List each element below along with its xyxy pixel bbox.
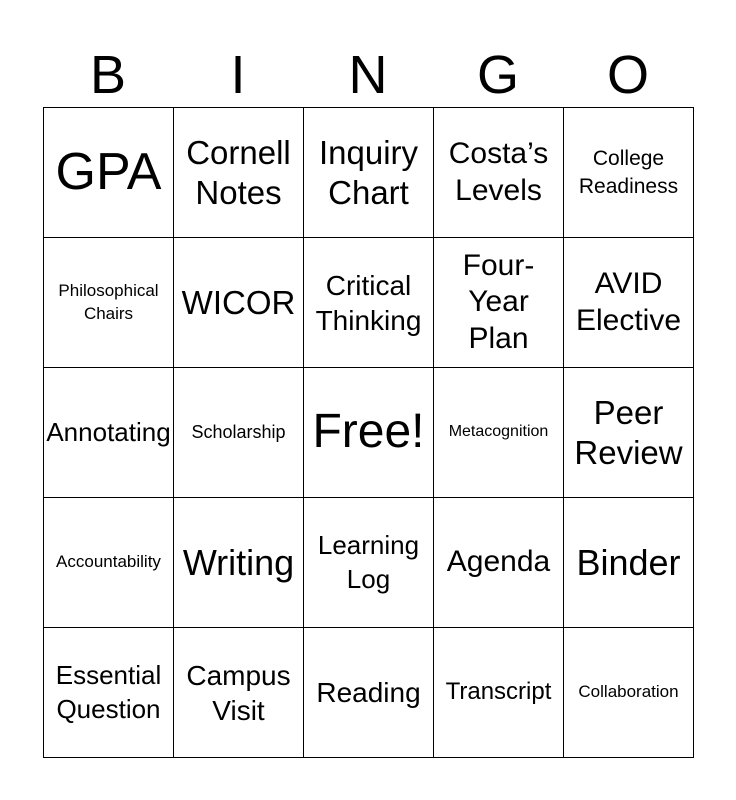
cell-label: College Readiness <box>578 147 679 198</box>
header-letter-o: O <box>606 45 649 105</box>
cell-label: Binder <box>576 541 681 583</box>
bingo-board <box>43 107 694 758</box>
bingo-cell[interactable] <box>434 238 564 368</box>
bingo-cell[interactable] <box>174 238 304 368</box>
bingo-cell[interactable] <box>304 498 434 628</box>
cell-label: Campus Visit <box>186 659 291 726</box>
bingo-cell[interactable] <box>434 108 564 238</box>
cell-label: Writing <box>182 541 295 583</box>
cell-label: Accountability <box>56 552 161 572</box>
bingo-cell[interactable] <box>434 628 564 758</box>
bingo-cell[interactable] <box>174 628 304 758</box>
bingo-cell[interactable] <box>564 368 694 498</box>
cell-label: Learning Log <box>317 530 420 594</box>
bingo-cell[interactable] <box>564 628 694 758</box>
cell-label: Reading <box>316 677 421 708</box>
bingo-cell[interactable] <box>304 108 434 238</box>
cell-label: Essential Question <box>55 660 162 724</box>
bingo-cell[interactable] <box>174 368 304 498</box>
cell-label: Inquiry Chart <box>318 133 419 211</box>
bingo-cell[interactable] <box>564 238 694 368</box>
bingo-cell[interactable] <box>174 498 304 628</box>
bingo-header <box>43 44 693 106</box>
bingo-cell[interactable] <box>434 368 564 498</box>
cell-label: Cornell Notes <box>186 133 291 211</box>
cell-label: Philosophical Chairs <box>58 281 159 323</box>
header-letter-b: B <box>89 45 127 105</box>
cell-label: Annotating <box>46 416 171 447</box>
cell-label: Collaboration <box>578 682 679 702</box>
header-letter-i: I <box>230 45 246 105</box>
bingo-cell[interactable] <box>44 108 174 238</box>
cell-label: Peer Review <box>574 393 683 471</box>
bingo-cell[interactable] <box>44 498 174 628</box>
header-letter-n: N <box>348 45 388 105</box>
bingo-cell[interactable] <box>304 238 434 368</box>
bingo-cell[interactable] <box>44 368 174 498</box>
cell-label: Scholarship <box>191 421 286 442</box>
cell-label: Four-Year Plan <box>462 248 535 355</box>
bingo-cell[interactable] <box>564 498 694 628</box>
cell-label: Transcript <box>445 678 552 706</box>
free-space[interactable] <box>304 368 434 498</box>
cell-label: Critical Thinking <box>315 269 422 336</box>
bingo-cell[interactable] <box>434 498 564 628</box>
cell-label: Free! <box>312 405 425 459</box>
bingo-cell[interactable] <box>44 238 174 368</box>
cell-label: Agenda <box>446 545 551 579</box>
bingo-cell[interactable] <box>174 108 304 238</box>
bingo-cell[interactable] <box>304 628 434 758</box>
bingo-cell[interactable] <box>44 628 174 758</box>
cell-label: WICOR <box>181 283 296 321</box>
cell-label: AVID Elective <box>575 266 682 337</box>
cell-label: GPA <box>55 142 162 201</box>
cell-label: Metacognition <box>448 423 549 441</box>
bingo-cell[interactable] <box>564 108 694 238</box>
header-letter-g: G <box>476 45 519 105</box>
cell-label: Costa’s Levels <box>448 136 549 207</box>
